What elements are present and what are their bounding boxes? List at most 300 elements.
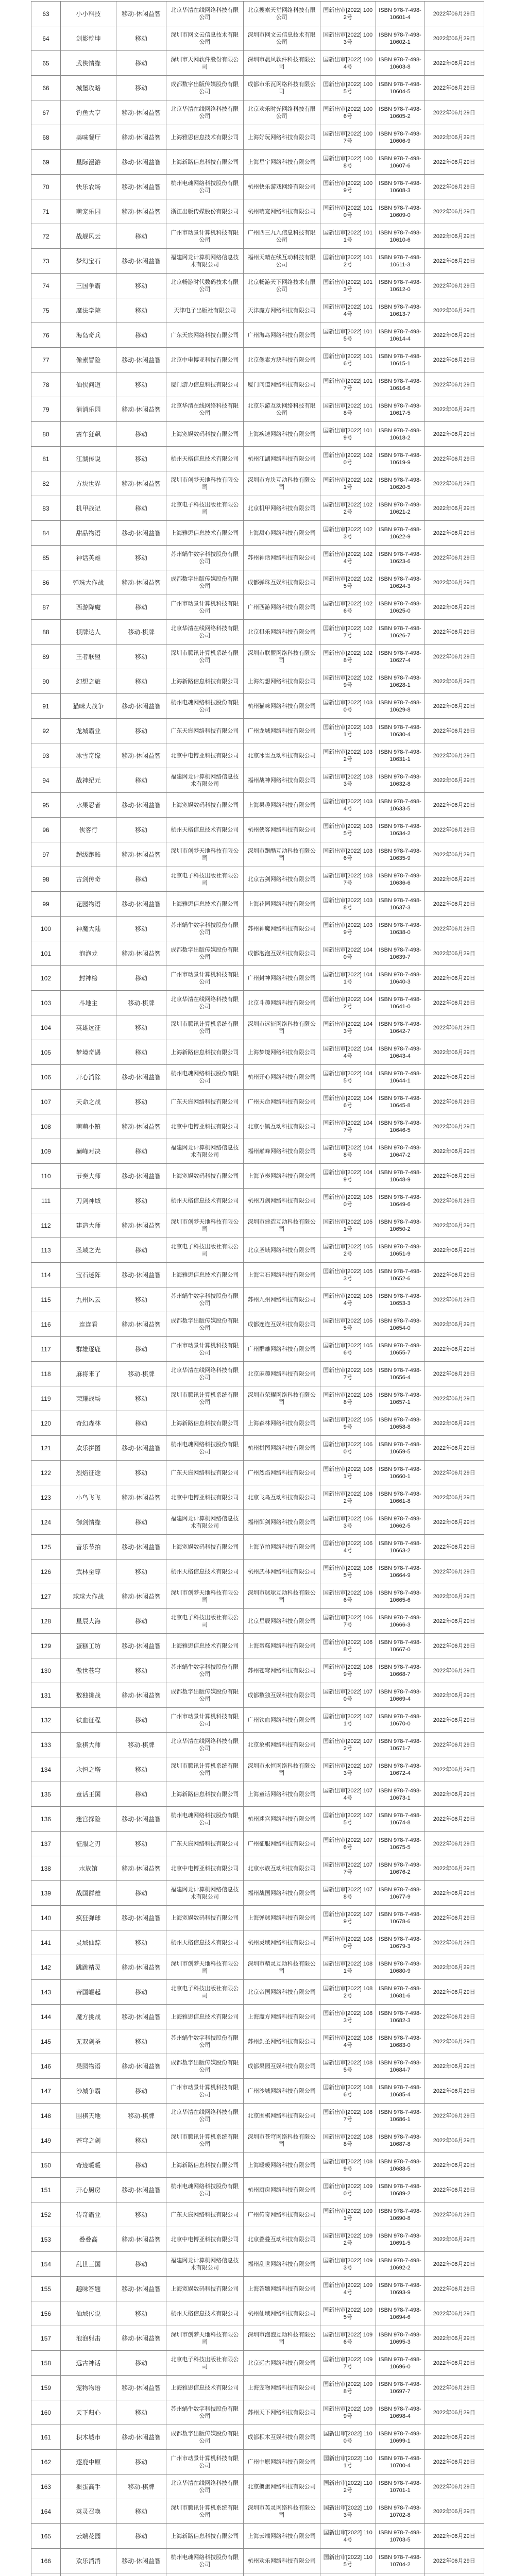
row-number: 128 [31, 1609, 61, 1634]
approval-date: 2022年06月29日 [424, 1535, 484, 1560]
row-number: 94 [31, 768, 61, 793]
approval-number: 国新出审[2022] 1057号 [320, 1362, 376, 1386]
approval-date: 2022年06月29日 [424, 570, 484, 595]
approval-date: 2022年06月29日 [424, 224, 484, 249]
isbn-number: ISBN 978-7-498-10618-2 [376, 422, 424, 447]
game-name: 萌萌小镇 [61, 1114, 116, 1139]
row-number: 147 [31, 2079, 61, 2104]
row-number: 153 [31, 2227, 61, 2252]
row-number: 144 [31, 2005, 61, 2029]
approval-number: 国新出审[2022] 1061号 [320, 1461, 376, 1485]
table-row [31, 150, 484, 175]
approval-number: 国新出审[2022] 1060号 [320, 1436, 376, 1461]
approval-date: 2022年06月29日 [424, 2277, 484, 2301]
game-category: 移动 [116, 2252, 166, 2277]
isbn-number: ISBN 978-7-498-10700-4 [376, 2450, 424, 2475]
isbn-number: ISBN 978-7-498-10664-9 [376, 1560, 424, 1584]
operator-name: 广州征服网络科技有限公司 [243, 1832, 320, 1856]
operator-name: 上海童话网络科技有限公司 [243, 1782, 320, 1807]
operator-name: 北京小镇互动科技有限公司 [243, 1114, 320, 1139]
row-number: 95 [31, 793, 61, 818]
publisher-name: 北京华清在线网络科技有限公司 [166, 397, 243, 422]
approval-date: 2022年06月29日 [424, 51, 484, 76]
table-row [31, 1189, 484, 1213]
approval-date: 2022年06月29日 [424, 2227, 484, 2252]
row-number: 116 [31, 1312, 61, 1337]
publisher-name: 苏州蜗牛数字科技股份有限公司 [166, 546, 243, 570]
table-row [31, 2524, 484, 2549]
isbn-number: ISBN 978-7-498-10623-6 [376, 546, 424, 570]
table-row [31, 1139, 484, 1164]
table-row [31, 1683, 484, 1708]
approval-number: 国新出审[2022] 1078号 [320, 1881, 376, 1906]
approval-date: 2022年06月29日 [424, 941, 484, 966]
operator-name: 上海星宇网络科技有限公司 [243, 150, 320, 175]
operator-name: 福州天晴在线互动科技有限公司 [243, 249, 320, 274]
game-category: 移动·休闲益智 [116, 793, 166, 818]
approval-date: 2022年06月29日 [424, 2400, 484, 2425]
approval-number: 国新出审[2022] 1076号 [320, 1832, 376, 1856]
isbn-number: ISBN 978-7-498-10633-5 [376, 793, 424, 818]
game-category: 移动·休闲益智 [116, 471, 166, 496]
operator-name: 北京古剑网络科技有限公司 [243, 867, 320, 892]
row-number: 121 [31, 1436, 61, 1461]
table-row [31, 645, 484, 669]
row-number: 117 [31, 1337, 61, 1362]
row-number: 131 [31, 1683, 61, 1708]
row-number: 68 [31, 125, 61, 150]
game-category: 移动·休闲益智 [116, 175, 166, 199]
table-row [31, 1040, 484, 1065]
operator-name: 上海节奏网络科技有限公司 [243, 1164, 320, 1189]
publisher-name: 广东天宸网络科技有限公司 [166, 1832, 243, 1856]
table-row [31, 1634, 484, 1658]
approval-date: 2022年06月29日 [424, 1287, 484, 1312]
publisher-name: 北京电子科技出版社有限公司 [166, 496, 243, 521]
operator-name: 深圳市方块互动科技有限公司 [243, 471, 320, 496]
game-name: 机甲战记 [61, 496, 116, 521]
publisher-name: 北京中电博亚科技有限公司 [166, 2227, 243, 2252]
row-number: 110 [31, 1164, 61, 1189]
table-row [31, 2475, 484, 2499]
approval-date: 2022年06月29日 [424, 1881, 484, 1906]
publisher-name: 上海宽娱数码科技有限公司 [166, 1535, 243, 1560]
table-row [31, 199, 484, 224]
isbn-number: ISBN 978-7-498-10601-4 [376, 2, 424, 26]
approval-number: 国新出审[2022] 1090号 [320, 2178, 376, 2202]
operator-name: 北京欢乐时光网络科技有限公司 [243, 100, 320, 125]
operator-name: 上海梦境网络科技有限公司 [243, 1040, 320, 1065]
table-row [31, 224, 484, 249]
table-row [31, 1436, 484, 1461]
isbn-number: ISBN 978-7-498-10642-7 [376, 1015, 424, 1040]
approval-number: 国新出审[2022] 1053号 [320, 1263, 376, 1287]
publisher-name: 深圳市腾讯计算机系统有限公司 [166, 1757, 243, 1782]
table-row [31, 1930, 484, 1955]
operator-name: 天津魔方网络科技有限公司 [243, 298, 320, 323]
game-category: 移动 [116, 1658, 166, 1683]
isbn-number: ISBN 978-7-498-10678-6 [376, 1906, 424, 1930]
game-name: 乱世三国 [61, 2252, 116, 2277]
publisher-name: 上海雅思信息技术有限公司 [166, 521, 243, 546]
operator-name: 北京畅游天下网络技术有限公司 [243, 274, 320, 298]
game-name: 龙城霸业 [61, 719, 116, 743]
publisher-name: 杭州天格信息技术有限公司 [166, 1189, 243, 1213]
publisher-name: 上海宽娱数码科技有限公司 [166, 793, 243, 818]
row-number: 142 [31, 1955, 61, 1980]
game-name: 甜品物语 [61, 521, 116, 546]
approval-date: 2022年06月29日 [424, 917, 484, 941]
row-number: 146 [31, 2054, 61, 2079]
isbn-number: ISBN 978-7-498-10631-1 [376, 743, 424, 768]
table-row [31, 2128, 484, 2153]
row-number: 143 [31, 1980, 61, 2005]
operator-name: 杭州欢乐网络科技有限公司 [243, 2549, 320, 2573]
game-name: 斗地主 [61, 991, 116, 1015]
table-row [31, 1386, 484, 1411]
operator-name: 广州海岛网络科技有限公司 [243, 323, 320, 348]
game-category: 移动 [116, 26, 166, 51]
game-name: 逐鹿中原 [61, 2450, 116, 2475]
game-name: 方块世界 [61, 471, 116, 496]
approval-number: 国新出审[2022] 1020号 [320, 447, 376, 471]
game-name: 小鸟飞飞 [61, 1485, 116, 1510]
game-category: 移动·休闲益智 [116, 1634, 166, 1658]
isbn-number: ISBN 978-7-498-10632-8 [376, 768, 424, 793]
publisher-name: 杭州天格信息技术有限公司 [166, 818, 243, 842]
game-category: 移动 [116, 2499, 166, 2524]
game-name: 苍穹之剑 [61, 2128, 116, 2153]
game-category: 移动·休闲益智 [116, 1683, 166, 1708]
game-category: 移动 [116, 1832, 166, 1856]
approval-number: 国新出审[2022] 1010号 [320, 199, 376, 224]
isbn-number: ISBN 978-7-498-10693-9 [376, 2277, 424, 2301]
publisher-name: 杭州天格信息技术有限公司 [166, 447, 243, 471]
publisher-name: 北京华清在线网络科技有限公司 [166, 1362, 243, 1386]
operator-name: 杭州迷宫网络科技有限公司 [243, 1807, 320, 1832]
row-number: 112 [31, 1213, 61, 1238]
game-name: 刀剑神域 [61, 1189, 116, 1213]
game-name: 荣耀战场 [61, 1386, 116, 1411]
game-category: 移动·休闲益智 [116, 570, 166, 595]
game-name: 水族馆 [61, 1856, 116, 1881]
table-row [31, 1609, 484, 1634]
game-name: 封神榜 [61, 966, 116, 991]
approval-number: 国新出审[2022] 1033号 [320, 768, 376, 793]
publisher-name: 成都数字出版传媒股份有限公司 [166, 941, 243, 966]
isbn-number: ISBN 978-7-498-10624-3 [376, 570, 424, 595]
game-name: 围棋天地 [61, 2104, 116, 2128]
table-row [31, 125, 484, 150]
publisher-name: 上海雅思信息技术有限公司 [166, 2376, 243, 2400]
table-row [31, 793, 484, 818]
table-row [31, 2029, 484, 2054]
game-category: 移动·棋牌 [116, 1733, 166, 1757]
game-name: 宝石迷阵 [61, 1263, 116, 1287]
publisher-name: 深圳市腾讯计算机系统有限公司 [166, 2128, 243, 2153]
operator-name: 广州传奇网络科技有限公司 [243, 2202, 320, 2227]
operator-name: 杭州厨房网络科技有限公司 [243, 2178, 320, 2202]
operator-name: 广州铁血网络科技有限公司 [243, 1708, 320, 1733]
game-name: 傲世苍穹 [61, 1658, 116, 1683]
approval-date: 2022年06月29日 [424, 867, 484, 892]
isbn-number: ISBN 978-7-498-10663-2 [376, 1535, 424, 1560]
publisher-name: 深圳市创梦天地科技有限公司 [166, 1955, 243, 1980]
approval-number: 国新出审[2022] 1102号 [320, 2475, 376, 2499]
approval-number: 国新出审[2022] 1050号 [320, 1189, 376, 1213]
row-number: 118 [31, 1362, 61, 1386]
isbn-number: ISBN 978-7-498-10679-3 [376, 1930, 424, 1955]
game-name: 跳跳精灵 [61, 1955, 116, 1980]
operator-name: 深圳市建造互动科技有限公司 [243, 1213, 320, 1238]
table-row [31, 348, 484, 372]
approval-date: 2022年06月29日 [424, 1510, 484, 1535]
isbn-number: ISBN 978-7-498-10617-5 [376, 397, 424, 422]
game-name: 叠叠高 [61, 2227, 116, 2252]
game-name: 战舰风云 [61, 224, 116, 249]
row-number: 150 [31, 2153, 61, 2178]
isbn-number: ISBN 978-7-498-10639-7 [376, 941, 424, 966]
game-category: 移动 [116, 818, 166, 842]
isbn-number: ISBN 978-7-498-10653-3 [376, 1287, 424, 1312]
game-name: 趣味答题 [61, 2277, 116, 2301]
isbn-number: ISBN 978-7-498-10673-1 [376, 1782, 424, 1807]
game-category: 移动·棋牌 [116, 1362, 166, 1386]
game-category: 移动·休闲益智 [116, 199, 166, 224]
approval-number: 国新出审[2022] 1034号 [320, 793, 376, 818]
approval-number: 国新出审[2022] 1099号 [320, 2400, 376, 2425]
isbn-number: ISBN 978-7-498-10698-4 [376, 2400, 424, 2425]
isbn-number: ISBN 978-7-498-10669-4 [376, 1683, 424, 1708]
publisher-name: 福建网龙计算机网络信息技术有限公司 [166, 768, 243, 793]
operator-name: 杭州武林网络科技有限公司 [243, 1560, 320, 1584]
publisher-name: 福建网龙计算机网络信息技术有限公司 [166, 249, 243, 274]
game-name: 灵域仙踪 [61, 1930, 116, 1955]
game-category: 移动 [116, 1757, 166, 1782]
table-row [31, 422, 484, 447]
row-number: 90 [31, 669, 61, 694]
publisher-name: 苏州蜗牛数字科技股份有限公司 [166, 917, 243, 941]
approval-date: 2022年06月29日 [424, 2326, 484, 2351]
isbn-number: ISBN 978-7-498-10668-7 [376, 1658, 424, 1683]
table-row [31, 2079, 484, 2104]
publisher-name: 杭州天格信息技术有限公司 [166, 2301, 243, 2326]
publisher-name: 广州市动景计算机科技有限公司 [166, 595, 243, 620]
approval-number: 国新出审[2022] 1042号 [320, 991, 376, 1015]
isbn-number: ISBN 978-7-498-10665-6 [376, 1584, 424, 1609]
row-number: 85 [31, 546, 61, 570]
approval-number: 国新出审[2022] 1044号 [320, 1040, 376, 1065]
publisher-name: 福建网龙计算机网络信息技术有限公司 [166, 1139, 243, 1164]
game-name: 云端花园 [61, 2524, 116, 2549]
game-name: 侠客行 [61, 818, 116, 842]
approval-date: 2022年06月29日 [424, 2450, 484, 2475]
game-name: 九州风云 [61, 1287, 116, 1312]
game-category: 移动 [116, 2400, 166, 2425]
row-number: 83 [31, 496, 61, 521]
isbn-number: ISBN 978-7-498-10614-4 [376, 323, 424, 348]
isbn-number: ISBN 978-7-498-10620-5 [376, 471, 424, 496]
approval-number: 国新出审[2022] 1048号 [320, 1139, 376, 1164]
publisher-name: 广州市动景计算机科技有限公司 [166, 224, 243, 249]
game-name: 永恒之塔 [61, 1757, 116, 1782]
isbn-number: ISBN 978-7-498-10634-2 [376, 818, 424, 842]
game-category: 移动 [116, 2450, 166, 2475]
operator-name: 北京星辰网络科技有限公司 [243, 1609, 320, 1634]
operator-name: 深圳市永恒网络科技有限公司 [243, 1757, 320, 1782]
approval-number: 国新出审[2022] 1066号 [320, 1584, 376, 1609]
table-row [31, 1881, 484, 1906]
approval-number: 国新出审[2022] 1036号 [320, 842, 376, 867]
game-name: 梦境奇遇 [61, 1040, 116, 1065]
operator-name: 福州御剑网络科技有限公司 [243, 1510, 320, 1535]
row-number: 101 [31, 941, 61, 966]
approval-date: 2022年06月29日 [424, 1782, 484, 1807]
publisher-name: 杭州电魂网络科技股份有限公司 [166, 175, 243, 199]
isbn-number: ISBN 978-7-498-10701-1 [376, 2475, 424, 2499]
approval-date: 2022年06月29日 [424, 1485, 484, 1510]
approval-date: 2022年06月29日 [424, 2425, 484, 2450]
row-number: 108 [31, 1114, 61, 1139]
table-row [31, 2573, 484, 2576]
publisher-name: 上海雅思信息技术有限公司 [166, 2005, 243, 2029]
operator-name: 福州战神网络科技有限公司 [243, 768, 320, 793]
publisher-name: 北京华清在线网络科技有限公司 [166, 620, 243, 645]
approval-number: 国新出审[2022] 1100号 [320, 2425, 376, 2450]
row-number: 97 [31, 842, 61, 867]
row-number: 87 [31, 595, 61, 620]
game-category: 移动·休闲益智 [116, 1485, 166, 1510]
table-row [31, 521, 484, 546]
table-row [31, 2005, 484, 2029]
row-number: 104 [31, 1015, 61, 1040]
game-category: 移动 [116, 1411, 166, 1436]
game-category: 移动 [116, 2029, 166, 2054]
game-name: 仙域传说 [61, 2301, 116, 2326]
isbn-number: ISBN 978-7-498-10687-8 [376, 2128, 424, 2153]
game-category: 移动·休闲益智 [116, 2178, 166, 2202]
isbn-number: ISBN 978-7-498-10680-9 [376, 1955, 424, 1980]
approval-number: 国新出审[2022] 1092号 [320, 2227, 376, 2252]
approval-number: 国新出审[2022] 1029号 [320, 669, 376, 694]
publisher-name: 上海新路信息科技有限公司 [166, 2153, 243, 2178]
operator-name: 福州乱世网络科技有限公司 [243, 2252, 320, 2277]
table-row [31, 1733, 484, 1757]
row-number: 119 [31, 1386, 61, 1411]
isbn-number: ISBN 978-7-498-10612-0 [376, 274, 424, 298]
game-name: 奇幻森林 [61, 1411, 116, 1436]
approval-date: 2022年06月29日 [424, 1015, 484, 1040]
approval-number: 国新出审[2022] 1073号 [320, 1757, 376, 1782]
operator-name: 苏州苍穹网络科技有限公司 [243, 1658, 320, 1683]
table-row [31, 2252, 484, 2277]
game-category: 移动·休闲益智 [116, 1114, 166, 1139]
isbn-number: ISBN 978-7-498-10681-6 [376, 1980, 424, 2005]
approval-date: 2022年06月29日 [424, 2549, 484, 2573]
approval-number: 国新出审[2022] 1023号 [320, 521, 376, 546]
operator-name: 杭州萌宠网络科技有限公司 [243, 199, 320, 224]
operator-name: 上海答题网络科技有限公司 [243, 2277, 320, 2301]
approval-date: 2022年06月29日 [424, 150, 484, 175]
operator-name: 深圳市晨风软件科技有限公司 [243, 51, 320, 76]
game-category: 移动 [116, 447, 166, 471]
row-number: 107 [31, 1090, 61, 1114]
row-number: 152 [31, 2202, 61, 2227]
table-row [31, 1263, 484, 1287]
isbn-number: ISBN 978-7-498-10603-8 [376, 51, 424, 76]
game-category: 移动·休闲益智 [116, 2425, 166, 2450]
approval-date: 2022年06月29日 [424, 348, 484, 372]
game-name: 仙侠问道 [61, 372, 116, 397]
table-row [31, 2326, 484, 2351]
game-category: 移动·休闲益智 [116, 2005, 166, 2029]
approval-number: 国新出审[2022] 1025号 [320, 570, 376, 595]
operator-name: 苏州剑圣网络科技有限公司 [243, 2029, 320, 2054]
game-category: 移动 [116, 1040, 166, 1065]
row-number: 161 [31, 2425, 61, 2450]
approval-number: 国新出审[2022] 1054号 [320, 1287, 376, 1312]
game-category: 移动·休闲益智 [116, 2, 166, 26]
approval-date: 2022年06月29日 [424, 2376, 484, 2400]
operator-name: 北京飞鸟互动科技有限公司 [243, 1485, 320, 1510]
isbn-number: ISBN 978-7-498-10647-2 [376, 1139, 424, 1164]
game-category: 移动·棋牌 [116, 2475, 166, 2499]
game-name: 迷宫探险 [61, 1807, 116, 1832]
table-row [31, 2277, 484, 2301]
operator-name: 北京围棋网络科技有限公司 [243, 2104, 320, 2128]
approval-number: 国新出审[2022] 1008号 [320, 150, 376, 175]
isbn-number: ISBN 978-7-498-10648-9 [376, 1164, 424, 1189]
isbn-number: ISBN 978-7-498-10645-8 [376, 1090, 424, 1114]
game-name: 神魔大陆 [61, 917, 116, 941]
row-number: 73 [31, 249, 61, 274]
approval-date: 2022年06月29日 [424, 2499, 484, 2524]
approval-number: 国新出审[2022] 1017号 [320, 372, 376, 397]
approval-number: 国新出审[2022] 1077号 [320, 1856, 376, 1881]
approval-date: 2022年06月29日 [424, 818, 484, 842]
isbn-number: ISBN 978-7-498-10651-9 [376, 1238, 424, 1263]
publisher-name: 成都数字出版传媒股份有限公司 [166, 1312, 243, 1337]
row-number: 156 [31, 2301, 61, 2326]
table-row [31, 1065, 484, 1090]
table-row [31, 1213, 484, 1238]
operator-name: 深圳市荣耀网络科技有限公司 [243, 1386, 320, 1411]
isbn-number: ISBN 978-7-498-10619-9 [376, 447, 424, 471]
game-category: 移动 [116, 1980, 166, 2005]
game-name: 赛车狂飙 [61, 422, 116, 447]
publisher-name: 上海雅思信息技术有限公司 [166, 1263, 243, 1287]
approval-date: 2022年06月29日 [424, 2252, 484, 2277]
publisher-name: 北京电子科技出版社有限公司 [166, 2351, 243, 2376]
publisher-name: 深圳市创梦天地科技有限公司 [166, 471, 243, 496]
game-category: 移动·休闲益智 [116, 521, 166, 546]
isbn-number: ISBN 978-7-498-10628-1 [376, 669, 424, 694]
table-row [31, 1362, 484, 1386]
table-row [31, 100, 484, 125]
approval-date: 2022年06月29日 [424, 694, 484, 719]
row-number: 149 [31, 2128, 61, 2153]
operator-name: 杭州猫咪网络科技有限公司 [243, 694, 320, 719]
publisher-name: 成都数字出版传媒股份有限公司 [166, 76, 243, 100]
operator-name: 上海甜心网络科技有限公司 [243, 521, 320, 546]
game-name: 音乐节拍 [61, 1535, 116, 1560]
approval-number: 国新出审[2022] 1095号 [320, 2301, 376, 2326]
operator-name: 深圳市英灵网络科技有限公司 [243, 2499, 320, 2524]
approval-number: 国新出审[2022] 1031号 [320, 719, 376, 743]
operator-name: 上海花园网络科技有限公司 [243, 892, 320, 917]
game-category: 移动·休闲益智 [116, 2277, 166, 2301]
table-row [31, 1658, 484, 1683]
